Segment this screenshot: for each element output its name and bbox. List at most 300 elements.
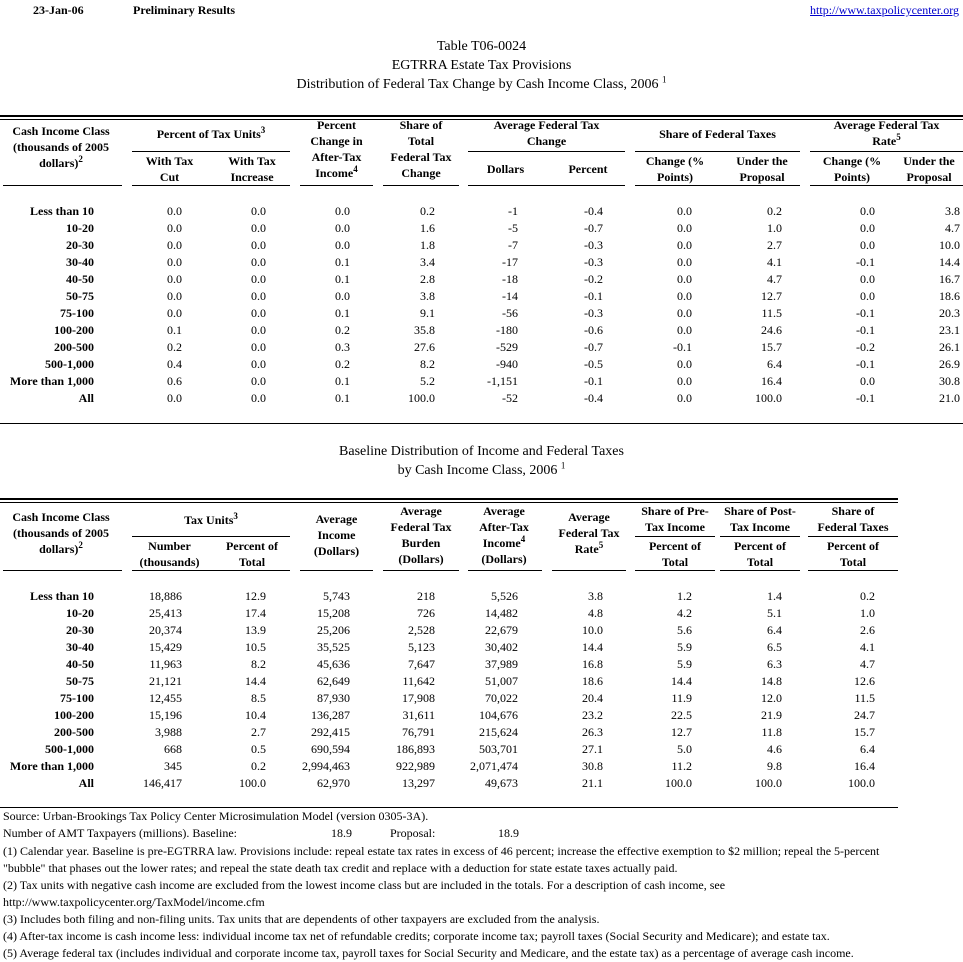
cell-share-pts: 0.0 bbox=[677, 374, 692, 388]
underline bbox=[810, 185, 963, 186]
cell-dollars: -18 bbox=[502, 272, 518, 286]
footnote-ref: 4 bbox=[520, 534, 526, 544]
cell-dollars: -17 bbox=[502, 255, 518, 269]
underline bbox=[3, 185, 122, 186]
cell-share-prop: 6.4 bbox=[767, 357, 782, 371]
underline bbox=[300, 185, 373, 186]
cell-posttax: 6.5 bbox=[767, 640, 782, 654]
source-note: Source: Urban-Brookings Tax Policy Center Microsimulation Model (version 0305-3A). bbox=[3, 809, 429, 823]
cell-percent: -0.6 bbox=[584, 323, 603, 337]
cell-rate: 21.1 bbox=[582, 776, 603, 790]
header-posttax-pct bbox=[720, 538, 800, 570]
table-subject: EGTRRA Estate Tax Provisions bbox=[391, 58, 572, 73]
cell-fedtax: 12.6 bbox=[854, 674, 875, 688]
row-label: 40-50 bbox=[66, 272, 94, 286]
cell-pretax: 14.4 bbox=[671, 674, 692, 688]
cell-rate-prop: 26.9 bbox=[939, 357, 960, 371]
cell-share-chg: 0.2 bbox=[420, 204, 435, 218]
report-date: 23-Jan-06 bbox=[33, 3, 84, 17]
row-label: 10-20 bbox=[66, 606, 94, 620]
header-line: dollars) bbox=[39, 542, 79, 556]
cell-number: 345 bbox=[164, 759, 182, 773]
cell-cut: 0.6 bbox=[167, 374, 182, 388]
cell-pct-chg: 0.1 bbox=[335, 272, 350, 286]
cell-rate-prop: 30.8 bbox=[939, 374, 960, 388]
cell-pct: 8.2 bbox=[251, 657, 266, 671]
row-label: 10-20 bbox=[66, 221, 94, 235]
header-rate-under-proposal bbox=[893, 153, 963, 185]
cell-pretax: 11.9 bbox=[671, 691, 692, 705]
header-line: (Dollars) bbox=[313, 544, 360, 558]
cell-inc: 0.0 bbox=[251, 289, 266, 303]
cell-fedtax: 4.1 bbox=[860, 640, 875, 654]
cell-aftertax: 70,022 bbox=[485, 691, 518, 705]
header-line: Burden bbox=[401, 536, 441, 550]
header-line: Cut bbox=[159, 170, 180, 184]
header-line: Share of Pre- bbox=[641, 504, 709, 518]
baseline-title-block bbox=[0, 442, 963, 480]
cell-pretax: 11.2 bbox=[671, 759, 692, 773]
cell-posttax: 6.3 bbox=[767, 657, 782, 671]
footnote-2-link: http://www.taxpolicycenter.org/TaxModel/income.cfm bbox=[3, 895, 265, 909]
cell-pct-chg: 0.0 bbox=[335, 289, 350, 303]
header-line: With Tax bbox=[145, 154, 194, 168]
cell-percent: -0.7 bbox=[584, 221, 603, 235]
cell-share-prop: 0.2 bbox=[767, 204, 782, 218]
header-line: Total bbox=[746, 555, 774, 569]
header-with-tax-cut bbox=[132, 153, 207, 185]
cell-number: 668 bbox=[164, 742, 182, 756]
cell-share-chg: 100.0 bbox=[408, 391, 435, 405]
amt-label: Number of AMT Taxpayers (millions). Baseline: bbox=[3, 826, 238, 840]
cell-dollars: -940 bbox=[496, 357, 518, 371]
cell-inc: 0.0 bbox=[251, 340, 266, 354]
row-label: 50-75 bbox=[66, 674, 94, 688]
header-income-class bbox=[0, 509, 122, 557]
header-pct-change-aftertax bbox=[300, 117, 373, 181]
cell-burden: 76,791 bbox=[402, 725, 435, 739]
cell-posttax: 12.0 bbox=[761, 691, 782, 705]
header-percent-of-total bbox=[212, 538, 292, 570]
cell-income: 35,525 bbox=[317, 640, 350, 654]
header-line: Change bbox=[401, 166, 441, 180]
header-avg-fed-tax-rate bbox=[810, 117, 963, 149]
group-underline bbox=[132, 151, 290, 152]
cell-posttax: 6.4 bbox=[767, 623, 782, 637]
underline bbox=[468, 185, 625, 186]
header-line: Under the bbox=[903, 154, 955, 168]
cell-pretax: 22.5 bbox=[671, 708, 692, 722]
header-rate-change-points bbox=[812, 153, 892, 185]
cell-share-pts: 0.0 bbox=[677, 357, 692, 371]
header-line: Change (% bbox=[822, 154, 882, 168]
cell-income: 62,970 bbox=[317, 776, 350, 790]
footnote-5: (5) Average federal tax (includes individual and corporate income tax, payroll taxes for Social Security and Medicare, and the estate tax) as a percentage of average cash income. bbox=[3, 946, 854, 960]
header-line: Average bbox=[568, 510, 610, 524]
cell-rate-pts: 0.0 bbox=[860, 221, 875, 235]
table2-top-rule bbox=[0, 498, 898, 500]
header-line: Proposal bbox=[739, 170, 785, 184]
cell-rate: 20.4 bbox=[582, 691, 603, 705]
row-label: 50-75 bbox=[66, 289, 94, 303]
underline bbox=[132, 185, 290, 186]
cell-rate-prop: 18.6 bbox=[939, 289, 960, 303]
header-line: Number bbox=[148, 539, 191, 553]
row-label: 100-200 bbox=[54, 323, 94, 337]
cell-share-prop: 1.0 bbox=[767, 221, 782, 235]
cell-percent: -0.7 bbox=[584, 340, 603, 354]
cell-share-chg: 9.1 bbox=[420, 306, 435, 320]
header-line: Income bbox=[317, 528, 356, 542]
cell-pct-chg: 0.0 bbox=[335, 238, 350, 252]
cell-income: 2,994,463 bbox=[302, 759, 350, 773]
cell-percent: -0.2 bbox=[584, 272, 603, 286]
footnote-ref: 1 bbox=[560, 460, 566, 471]
header-fedtax-pct bbox=[808, 538, 898, 570]
cell-aftertax: 104,676 bbox=[479, 708, 518, 722]
cell-number: 12,455 bbox=[149, 691, 182, 705]
cell-inc: 0.0 bbox=[251, 221, 266, 235]
footnote-3: (3) Includes both filing and non-filing units. Tax units that are dependents of other taxpayers are excluded from the analysis. bbox=[3, 912, 600, 926]
footnote-ref: 5 bbox=[896, 132, 901, 142]
footnote-ref: 1 bbox=[661, 74, 667, 85]
cell-burden: 2,528 bbox=[408, 623, 435, 637]
cell-rate: 30.8 bbox=[582, 759, 603, 773]
cell-pct: 2.7 bbox=[251, 725, 266, 739]
cell-cut: 0.0 bbox=[167, 289, 182, 303]
cell-burden: 13,297 bbox=[402, 776, 435, 790]
cell-pct: 0.5 bbox=[251, 742, 266, 756]
underline bbox=[720, 570, 800, 571]
header-income-class bbox=[0, 123, 122, 171]
cell-percent: -0.1 bbox=[584, 374, 603, 388]
row-label: More than 1,000 bbox=[9, 759, 94, 773]
header-avg-aftertax bbox=[466, 503, 542, 567]
header-line: Total bbox=[407, 134, 435, 148]
header-line: (thousands of 2005 bbox=[12, 526, 110, 540]
header-share-fed-taxes: Share of Federal Taxes bbox=[659, 127, 776, 141]
cell-fedtax: 24.7 bbox=[854, 708, 875, 722]
cell-fedtax: 100.0 bbox=[848, 776, 875, 790]
header-line: Percent bbox=[316, 118, 357, 132]
header-line: Cash Income Class bbox=[12, 124, 110, 138]
cell-share-pts: 0.0 bbox=[677, 204, 692, 218]
header-line: Percent of bbox=[826, 539, 880, 553]
underline bbox=[300, 570, 373, 571]
cell-rate-pts: -0.1 bbox=[856, 255, 875, 269]
cell-share-pts: 0.0 bbox=[677, 238, 692, 252]
cell-percent: -0.1 bbox=[584, 289, 603, 303]
cell-percent: -0.5 bbox=[584, 357, 603, 371]
header-line: Tax Units bbox=[184, 513, 234, 527]
cell-pct-chg: 0.0 bbox=[335, 221, 350, 235]
cell-dollars: -14 bbox=[502, 289, 518, 303]
cell-income: 87,930 bbox=[317, 691, 350, 705]
header-line: Change (% bbox=[645, 154, 705, 168]
header-line: Average Federal Tax bbox=[833, 118, 940, 132]
cell-rate-prop: 16.7 bbox=[939, 272, 960, 286]
cell-rate-prop: 10.0 bbox=[939, 238, 960, 252]
cell-number: 18,886 bbox=[149, 589, 182, 603]
cell-cut: 0.4 bbox=[167, 357, 182, 371]
cell-aftertax: 30,402 bbox=[485, 640, 518, 654]
cell-posttax: 21.9 bbox=[761, 708, 782, 722]
header-line: Rate bbox=[574, 542, 599, 556]
cell-pct-chg: 0.2 bbox=[335, 357, 350, 371]
cell-aftertax: 51,007 bbox=[485, 674, 518, 688]
cell-inc: 0.0 bbox=[251, 306, 266, 320]
cell-fedtax: 1.0 bbox=[860, 606, 875, 620]
header-share-fedtax bbox=[808, 503, 898, 535]
cell-posttax: 9.8 bbox=[767, 759, 782, 773]
cell-number: 15,196 bbox=[149, 708, 182, 722]
cell-dollars: -180 bbox=[496, 323, 518, 337]
cell-share-prop: 4.7 bbox=[767, 272, 782, 286]
header-percent: Percent bbox=[568, 162, 608, 176]
header-line: Income bbox=[482, 536, 521, 550]
cell-rate: 27.1 bbox=[582, 742, 603, 756]
cell-inc: 0.0 bbox=[251, 391, 266, 405]
cell-burden: 31,611 bbox=[402, 708, 435, 722]
row-label: More than 1,000 bbox=[9, 374, 94, 388]
header-line: Federal Taxes bbox=[817, 520, 889, 534]
header-line: Total bbox=[839, 555, 867, 569]
cell-pretax: 12.7 bbox=[671, 725, 692, 739]
cell-fedtax: 0.2 bbox=[860, 589, 875, 603]
row-label: 30-40 bbox=[66, 255, 94, 269]
header-tax-units bbox=[132, 512, 290, 528]
cell-burden: 17,908 bbox=[402, 691, 435, 705]
cell-pct-chg: 0.1 bbox=[335, 391, 350, 405]
cell-share-chg: 3.8 bbox=[420, 289, 435, 303]
cell-income: 45,636 bbox=[317, 657, 350, 671]
cell-share-chg: 8.2 bbox=[420, 357, 435, 371]
cell-share-chg: 1.8 bbox=[420, 238, 435, 252]
header-line: Change in bbox=[310, 134, 363, 148]
cell-aftertax: 22,679 bbox=[485, 623, 518, 637]
cell-share-chg: 1.6 bbox=[420, 221, 435, 235]
amt-proposal-label: Proposal: bbox=[390, 826, 436, 840]
cell-rate-prop: 23.1 bbox=[939, 323, 960, 337]
row-label: All bbox=[78, 776, 94, 790]
row-label: 20-30 bbox=[66, 623, 94, 637]
group-underline bbox=[132, 536, 290, 537]
cell-rate: 3.8 bbox=[588, 589, 603, 603]
cell-share-pts: 0.0 bbox=[677, 255, 692, 269]
cell-aftertax: 37,989 bbox=[485, 657, 518, 671]
cell-rate: 26.3 bbox=[582, 725, 603, 739]
cell-share-prop: 100.0 bbox=[755, 391, 782, 405]
cell-pct-chg: 0.3 bbox=[335, 340, 350, 354]
cell-share-pts: 0.0 bbox=[677, 306, 692, 320]
cell-percent: -0.3 bbox=[584, 306, 603, 320]
cell-pretax: 5.9 bbox=[677, 640, 692, 654]
cell-dollars: -7 bbox=[508, 238, 518, 252]
row-label: 30-40 bbox=[66, 640, 94, 654]
cell-share-pts: 0.0 bbox=[677, 323, 692, 337]
cell-pretax: 100.0 bbox=[665, 776, 692, 790]
header-line: Average bbox=[483, 504, 525, 518]
header-line: Share of Post- bbox=[724, 504, 796, 518]
cell-inc: 0.0 bbox=[251, 272, 266, 286]
cell-percent: -0.3 bbox=[584, 238, 603, 252]
cell-aftertax: 14,482 bbox=[485, 606, 518, 620]
cell-share-pts: 0.0 bbox=[677, 289, 692, 303]
cell-aftertax: 5,526 bbox=[491, 589, 518, 603]
row-label: 40-50 bbox=[66, 657, 94, 671]
group-underline bbox=[808, 536, 898, 537]
header-share-change-points bbox=[635, 153, 715, 185]
cell-fedtax: 11.5 bbox=[854, 691, 875, 705]
header-pct-tax-units bbox=[132, 126, 290, 142]
header-line: Increase bbox=[230, 170, 274, 184]
header-line: Tax Income bbox=[645, 520, 705, 534]
cell-income: 25,206 bbox=[317, 623, 350, 637]
header-share-pretax bbox=[635, 503, 715, 535]
cell-cut: 0.0 bbox=[167, 391, 182, 405]
baseline-title: Baseline Distribution of Income and Federal Taxes bbox=[339, 444, 624, 459]
cell-income: 136,287 bbox=[311, 708, 350, 722]
cell-share-pts: 0.0 bbox=[677, 272, 692, 286]
underline bbox=[552, 570, 626, 571]
cell-cut: 0.0 bbox=[167, 238, 182, 252]
cell-income: 690,594 bbox=[311, 742, 350, 756]
header-line: Tax Income bbox=[730, 520, 790, 534]
cell-pct: 10.5 bbox=[245, 640, 266, 654]
cell-pretax: 5.0 bbox=[677, 742, 692, 756]
cell-pretax: 5.9 bbox=[677, 657, 692, 671]
cell-cut: 0.0 bbox=[167, 272, 182, 286]
cell-share-prop: 16.4 bbox=[761, 374, 782, 388]
header-line: Total bbox=[661, 555, 689, 569]
cell-rate-pts: -0.1 bbox=[856, 357, 875, 371]
cell-burden: 218 bbox=[417, 589, 435, 603]
cell-inc: 0.0 bbox=[251, 323, 266, 337]
cell-number: 3,988 bbox=[155, 725, 182, 739]
cell-rate-prop: 26.1 bbox=[939, 340, 960, 354]
cell-cut: 0.2 bbox=[167, 340, 182, 354]
cell-fedtax: 15.7 bbox=[854, 725, 875, 739]
header-share-total-change bbox=[383, 117, 459, 181]
header-avg-income bbox=[300, 511, 373, 559]
cell-rate-pts: -0.1 bbox=[856, 323, 875, 337]
cell-number: 25,413 bbox=[149, 606, 182, 620]
cell-fedtax: 6.4 bbox=[860, 742, 875, 756]
header-line: Percent of bbox=[648, 539, 702, 553]
cell-share-prop: 4.1 bbox=[767, 255, 782, 269]
cell-pct: 100.0 bbox=[239, 776, 266, 790]
cell-dollars: -1,151 bbox=[487, 374, 518, 388]
underline bbox=[383, 185, 459, 186]
cell-pct: 17.4 bbox=[245, 606, 266, 620]
footnote-2: (2) Tax units with negative cash income are excluded from the lowest income class but are included in the totals. For a description of cash income, see bbox=[3, 878, 726, 892]
tpc-link[interactable]: http://www.taxpolicycenter.org bbox=[810, 3, 959, 17]
cell-fedtax: 16.4 bbox=[854, 759, 875, 773]
cell-income: 15,208 bbox=[317, 606, 350, 620]
cell-share-chg: 2.8 bbox=[420, 272, 435, 286]
header-line: After-Tax bbox=[479, 520, 529, 534]
row-label: 200-500 bbox=[54, 340, 94, 354]
cell-number: 21,121 bbox=[149, 674, 182, 688]
header-line: After-Tax bbox=[311, 150, 362, 164]
row-label: 100-200 bbox=[54, 708, 94, 722]
row-label: 500-1,000 bbox=[45, 742, 94, 756]
cell-fedtax: 2.6 bbox=[860, 623, 875, 637]
header-number bbox=[132, 538, 207, 570]
cell-burden: 11,642 bbox=[402, 674, 435, 688]
cell-pct: 10.4 bbox=[245, 708, 266, 722]
cell-rate-pts: -0.1 bbox=[856, 391, 875, 405]
cell-share-chg: 3.4 bbox=[420, 255, 435, 269]
cell-inc: 0.0 bbox=[251, 357, 266, 371]
header-share-posttax bbox=[720, 503, 800, 535]
cell-aftertax: 503,701 bbox=[479, 742, 518, 756]
cell-burden: 5,123 bbox=[408, 640, 435, 654]
header-line: Cash Income Class bbox=[12, 510, 110, 524]
amt-proposal-value: 18.9 bbox=[498, 826, 519, 840]
cell-share-pts: 0.0 bbox=[677, 221, 692, 235]
footnote-ref: 2 bbox=[78, 154, 83, 164]
cell-cut: 0.0 bbox=[167, 221, 182, 235]
cell-pct-chg: 0.1 bbox=[335, 374, 350, 388]
cell-rate-prop: 20.3 bbox=[939, 306, 960, 320]
cell-share-prop: 11.5 bbox=[761, 306, 782, 320]
cell-posttax: 14.8 bbox=[761, 674, 782, 688]
cell-rate-pts: 0.0 bbox=[860, 289, 875, 303]
footnote-ref: 5 bbox=[598, 540, 604, 550]
cell-inc: 0.0 bbox=[251, 255, 266, 269]
cell-rate: 4.8 bbox=[588, 606, 603, 620]
cell-cut: 0.0 bbox=[167, 204, 182, 218]
cell-cut: 0.0 bbox=[167, 255, 182, 269]
header-line: (thousands of 2005 bbox=[12, 140, 110, 154]
cell-dollars: -529 bbox=[496, 340, 518, 354]
header-line: (thousands) bbox=[139, 555, 200, 569]
report-status: Preliminary Results bbox=[133, 3, 236, 17]
cell-cut: 0.0 bbox=[167, 306, 182, 320]
cell-income: 5,743 bbox=[323, 589, 350, 603]
cell-posttax: 5.1 bbox=[767, 606, 782, 620]
cell-dollars: -52 bbox=[502, 391, 518, 405]
cell-burden: 726 bbox=[417, 606, 435, 620]
cell-share-prop: 24.6 bbox=[761, 323, 782, 337]
table-description: Distribution of Federal Tax Change by Cash Income Class, 2006 $^1$ bbox=[296, 74, 667, 92]
footnote-ref: 4 bbox=[353, 164, 358, 174]
cell-burden: 922,989 bbox=[396, 759, 435, 773]
header-line: Federal Tax bbox=[390, 520, 452, 534]
cell-pretax: 4.2 bbox=[677, 606, 692, 620]
header-line: dollars) bbox=[39, 156, 79, 170]
cell-percent: -0.4 bbox=[584, 204, 603, 218]
header-line: Points) bbox=[657, 170, 693, 184]
cell-posttax: 1.4 bbox=[767, 589, 782, 603]
header-share-under-proposal bbox=[722, 153, 802, 185]
underline bbox=[3, 570, 122, 571]
group-underline bbox=[468, 151, 625, 152]
header-line: (Dollars) bbox=[481, 552, 527, 566]
footnote-ref: 2 bbox=[78, 540, 83, 550]
cell-pct-chg: 0.2 bbox=[335, 323, 350, 337]
amt-baseline-value: 18.9 bbox=[331, 826, 352, 840]
row-label: 75-100 bbox=[60, 306, 94, 320]
cell-rate-pts: 0.0 bbox=[860, 272, 875, 286]
cell-inc: 0.0 bbox=[251, 238, 266, 252]
header-line: With Tax bbox=[228, 154, 276, 168]
cell-posttax: 4.6 bbox=[767, 742, 782, 756]
header-line: (Dollars) bbox=[398, 552, 444, 566]
cell-pct-chg: 0.1 bbox=[335, 306, 350, 320]
cell-pct: 0.2 bbox=[251, 759, 266, 773]
